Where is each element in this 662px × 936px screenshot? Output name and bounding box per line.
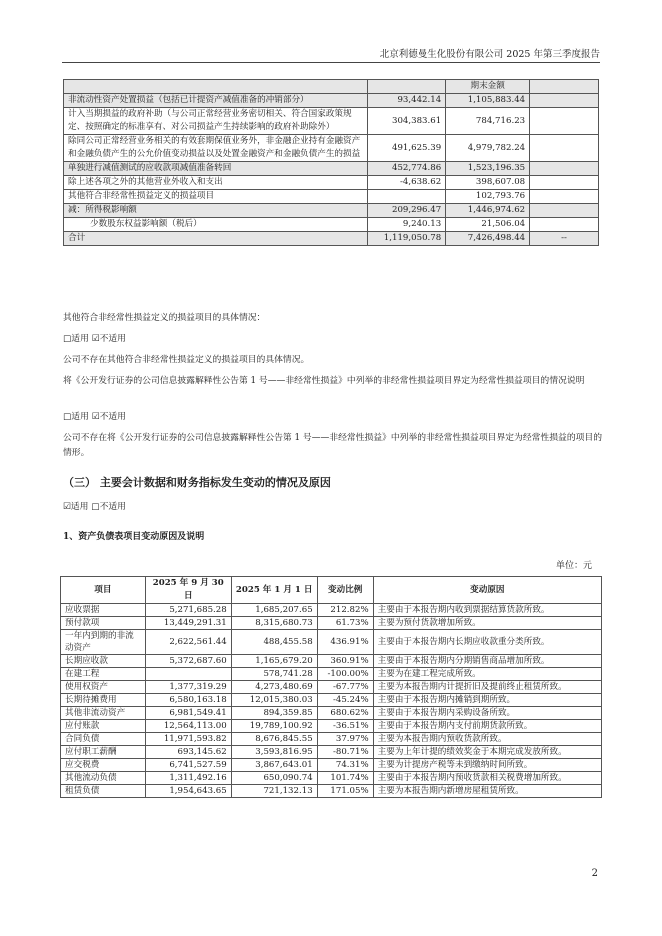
header-cell-sep30: 2025 年 9 月 30 日 [145,577,231,604]
paragraph: 公司不存在其他符合非经常性损益定义的损益项目的具体情况。 [63,355,310,365]
ytd-amount-cell: 1,446,974.62 [446,204,530,218]
item-cell: 合同负债 [61,733,146,746]
table-row [61,733,602,746]
ytd-amount-cell: 21,506.04 [446,218,530,232]
table-row [61,772,602,785]
jan1-cell: 8,315,680.73 [231,617,317,630]
change-ratio-cell: 436.91% [317,630,373,655]
jan1-cell: 488,455.58 [231,630,317,655]
note-cell [530,190,599,204]
paragraph: 公司不存在将《公开发行证券的公司信息披露解释性公告第 1 号——非经常性损益》中列举的非经常性损益项目界定为经常性损益的项目的情形。 [63,433,603,458]
note-cell [530,135,599,162]
change-reason-cell: 主要为在建工程完成所致。 [373,668,601,681]
page-header: 北京利德曼生化股份有限公司 2025 年第三季度报告 [379,49,600,60]
item-cell: 合计 [64,232,368,246]
sep30-cell: 693,145.62 [145,746,231,759]
applicability-status: □适用 ☑不适用 [63,412,126,422]
item-cell: 应付账款 [61,720,146,733]
jan1-cell: 578,741.28 [231,668,317,681]
ytd-amount-cell: 7,426,498.44 [446,232,530,246]
current-period-cell: 304,383.61 [368,108,446,135]
change-reason-cell: 主要由于本报告期内采购设备所致。 [373,707,601,720]
item-cell: 单独进行减值测试的应收款项减值准备转回 [64,162,368,176]
change-ratio-cell: -80.71% [317,746,373,759]
current-period-cell: 209,296.47 [368,204,446,218]
note-cell [530,204,599,218]
change-ratio-cell: 212.82% [317,604,373,617]
change-ratio-cell: 680.62% [317,707,373,720]
item-cell: 其他非流动资产 [61,707,146,720]
current-period-cell: 1,119,050.78 [368,232,446,246]
table-row [64,176,599,190]
change-reason-cell: 主要为预付货款增加所致。 [373,617,601,630]
item-cell: 除同公司正常经营业务相关的有效套期保值业务外，非金融企业持有金融资产和金融负债产生的公允价值变动损益以及处置金融资产和金融负债产生的损益 [64,135,368,162]
item-cell: 使用权资产 [61,681,146,694]
header-cell-change-reason: 变动原因 [373,577,601,604]
change-ratio-cell: 360.91% [317,655,373,668]
table-row [61,681,602,694]
note-cell [530,176,599,190]
change-reason-cell: 主要为本报告期内预收货款所致。 [373,733,601,746]
page-number: 2 [591,868,598,879]
change-reason-cell: 主要由于本报告期内摊销到期所致。 [373,694,601,707]
current-period-cell: 93,442.14 [368,94,446,108]
jan1-cell: 4,273,480.69 [231,681,317,694]
change-ratio-cell: -100.00% [317,668,373,681]
item-cell: 应付职工薪酬 [61,746,146,759]
jan1-cell: 1,165,679.20 [231,655,317,668]
table-row [61,655,602,668]
table-header-row [61,577,602,604]
sep30-cell: 11,971,593.82 [145,733,231,746]
header-cell-blank [368,80,446,94]
header-cell-period-end: 期末金额 [446,80,530,94]
current-period-cell: 9,240.13 [368,218,446,232]
sep30-cell: 5,372,687.60 [145,655,231,668]
table-row [61,720,602,733]
table-row [61,604,602,617]
jan1-cell: 1,685,207.65 [231,604,317,617]
header-cell-blank [530,80,599,94]
sep30-cell [145,668,231,681]
header-cell-blank [64,80,368,94]
table-row [61,707,602,720]
item-cell: 一年内到期的非流动资产 [61,630,146,655]
paragraph: 将《公开发行证券的公司信息披露解释性公告第 1 号——非经常性损益》中列举的非经常性损益项目界定为经常性损益项目的情况说明 [63,376,585,386]
item-cell: 应交税费 [61,759,146,772]
change-reason-cell: 主要由于本报告期内收到票据结算货款所致。 [373,604,601,617]
ytd-amount-cell: 4,979,782.24 [446,135,530,162]
table-header-row [64,80,599,94]
change-ratio-cell: -36.51% [317,720,373,733]
item-cell: 非流动性资产处置损益（包括已计提资产减值准备的冲销部分） [64,94,368,108]
table-row [61,630,602,655]
change-reason-cell: 主要由于本报告期内长期应收款重分类所致。 [373,630,601,655]
current-period-cell: 452,774.86 [368,162,446,176]
note-cell [530,162,599,176]
current-period-cell [368,190,446,204]
change-reason-cell: 主要为计提房产税等未到缴纳时间所致。 [373,759,601,772]
non-recurring-gains-body [64,80,599,246]
table-row [61,785,602,798]
jan1-cell: 894,359.85 [231,707,317,720]
change-ratio-cell: -45.24% [317,694,373,707]
item-cell: 长期应收款 [61,655,146,668]
change-reason-cell: 主要由于本报告期内支付前期货款所致。 [373,720,601,733]
jan1-cell: 721,132.13 [231,785,317,798]
table-row [64,204,599,218]
table-row [64,232,599,246]
sep30-cell: 1,311,492.16 [145,772,231,785]
ytd-amount-cell: 1,523,196.35 [446,162,530,176]
item-cell: 除上述各项之外的其他营业外收入和支出 [64,176,368,190]
current-period-cell: -4,638.62 [368,176,446,190]
jan1-cell: 3,593,816.95 [231,746,317,759]
change-ratio-cell: 74.31% [317,759,373,772]
item-cell: 计入当期损益的政府补助（与公司正常经营业务密切相关、符合国家政策规定、按照确定的标准享有、对公司损益产生持续影响的政府补助除外） [64,108,368,135]
applicability-status: ☑适用 □不适用 [63,502,126,512]
ytd-amount-cell: 1,105,883.44 [446,94,530,108]
subsection-title: 1、资产负债表项目变动原因及说明 [63,532,205,542]
current-period-cell: 491,625.39 [368,135,446,162]
jan1-cell: 3,867,643.01 [231,759,317,772]
sep30-cell: 6,981,549.41 [145,707,231,720]
item-cell: 在建工程 [61,668,146,681]
sep30-cell: 5,271,685.28 [145,604,231,617]
sep30-cell: 6,741,527.59 [145,759,231,772]
ytd-amount-cell: 784,716.23 [446,108,530,135]
table-row [61,759,602,772]
unit-label: 单位：元 [555,561,592,571]
sep30-cell: 1,377,319.29 [145,681,231,694]
table-row [61,668,602,681]
item-cell: 租赁负债 [61,785,146,798]
change-ratio-cell: 171.05% [317,785,373,798]
note-cell [530,108,599,135]
change-ratio-cell: -67.77% [317,681,373,694]
change-reason-cell: 主要为本报告期内计提折旧及提前终止租赁所致。 [373,681,601,694]
change-ratio-cell: 61.73% [317,617,373,630]
item-cell: 减：所得税影响额 [64,204,368,218]
table-row [64,108,599,135]
header-cell-item: 项目 [61,577,146,604]
note-cell [530,94,599,108]
header-cell-jan1: 2025 年 1 月 1 日 [231,577,317,604]
ytd-amount-cell: 102,793.76 [446,190,530,204]
balance-sheet-changes-body [61,604,602,798]
item-cell: 预付款项 [61,617,146,630]
sep30-cell: 12,564,113.00 [145,720,231,733]
table-row [64,162,599,176]
change-reason-cell: 主要为上年计提的绩效奖金于本期完成发放所致。 [373,746,601,759]
sep30-cell: 1,954,643.65 [145,785,231,798]
jan1-cell: 19,789,100.92 [231,720,317,733]
note-cell [530,218,599,232]
jan1-cell: 650,090.74 [231,772,317,785]
balance-sheet-changes-table [60,576,602,798]
section-title: （三） 主要会计数据和财务指标发生变动的情况及原因 [63,476,331,489]
table-row [61,694,602,707]
header-cell-change-ratio: 变动比例 [317,577,373,604]
header-divider [62,62,600,63]
table-row [64,94,599,108]
ytd-amount-cell: 398,607.08 [446,176,530,190]
table-row [61,746,602,759]
applicability-status: □适用 ☑不适用 [63,334,126,344]
table-row [64,135,599,162]
change-reason-cell: 主要为本报告期内新增房屋租赁所致。 [373,785,601,798]
table-row [61,617,602,630]
paragraph: 其他符合非经常性损益定义的损益项目的具体情况： [63,313,266,323]
non-recurring-gains-table [63,79,599,246]
table-row [64,190,599,204]
sep30-cell: 2,622,561.44 [145,630,231,655]
sep30-cell: 6,580,163.18 [145,694,231,707]
item-cell: 其他符合非经常性损益定义的损益项目 [64,190,368,204]
sep30-cell: 13,449,291.31 [145,617,231,630]
jan1-cell: 12,015,380.03 [231,694,317,707]
table-row [64,218,599,232]
item-cell: 其他流动负债 [61,772,146,785]
change-reason-cell: 主要由于本报告期内预收货款相关税费增加所致。 [373,772,601,785]
item-cell: 少数股东权益影响额（税后） [64,218,368,232]
item-cell: 应收票据 [61,604,146,617]
change-ratio-cell: 37.97% [317,733,373,746]
change-ratio-cell: 101.74% [317,772,373,785]
note-cell: -- [530,232,599,246]
jan1-cell: 8,676,845.55 [231,733,317,746]
item-cell: 长期待摊费用 [61,694,146,707]
change-reason-cell: 主要由于本报告期内分期销售商品增加所致。 [373,655,601,668]
